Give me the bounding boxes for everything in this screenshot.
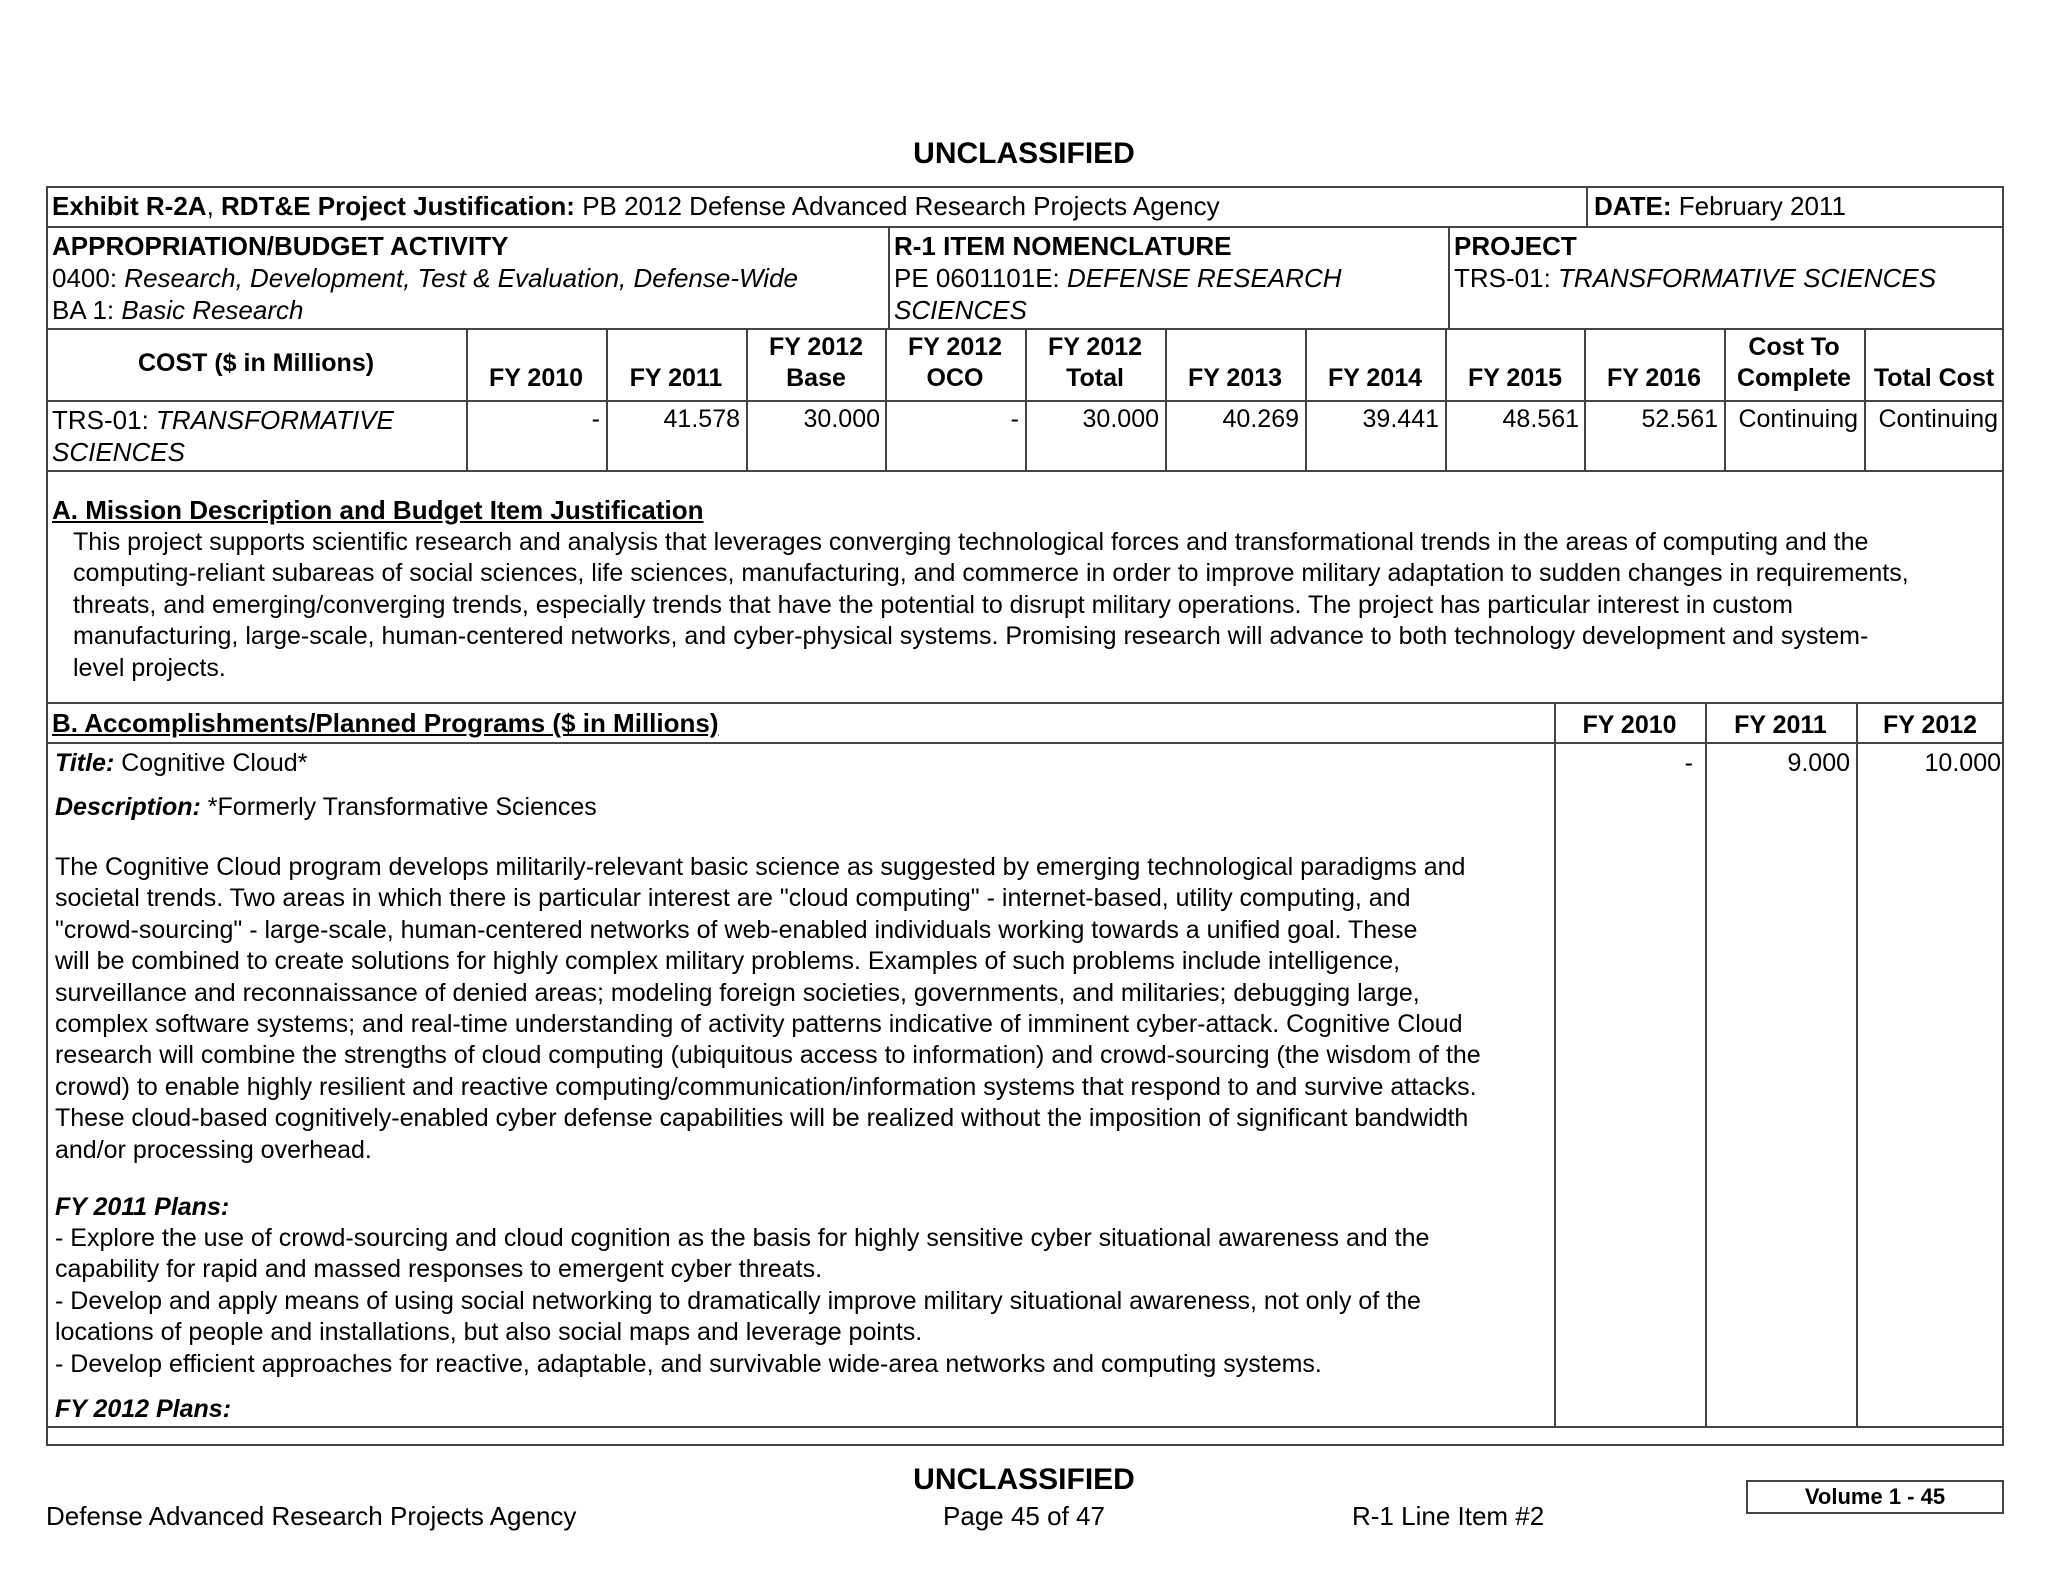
program-description: Description: *Formerly Transformative Sciences	[55, 793, 597, 821]
cost-value-cell: 39.441	[1362, 405, 1439, 433]
b-col-fy2011: FY 2011	[1734, 711, 1827, 739]
b-value-fy2010: -	[1684, 749, 1693, 777]
date-field: DATE: February 2011	[1594, 191, 1846, 221]
cost-col-divider	[606, 328, 608, 470]
classification-bottom: UNCLASSIFIED	[913, 1463, 1135, 1496]
r1-nomenclature-block: R-1 ITEM NOMENCLATURE PE 0601101E: DEFENSE RESEARCH SCIENCES	[894, 231, 1342, 325]
footer-agency: Defense Advanced Research Projects Agency	[46, 1501, 577, 1531]
cost-value-cell: 30.000	[803, 405, 880, 433]
justification-label: RDT&E Project Justification:	[221, 191, 575, 221]
cost-col-divider	[1445, 328, 1447, 470]
cost-col-header-line1: Cost To	[1748, 333, 1840, 361]
cost-row-name: TRS-01: TRANSFORMATIVE SCIENCES	[52, 405, 394, 467]
cost-value-cell: 30.000	[1082, 405, 1159, 433]
text-line: societal trends. Two areas in which there is particular interest are "cloud computing" - internet-based, utility computing, and	[55, 884, 1411, 913]
appropriation-block: APPROPRIATION/BUDGET ACTIVITY 0400: Research, Development, Test & Evaluation, Defense-Wide BA 1: Basic Research	[52, 231, 798, 325]
text-line: crowd) to enable highly resilient and reactive computing/communication/information systems that respond to and survive attacks.	[55, 1072, 1477, 1101]
cost-value-cell: 52.561	[1641, 405, 1718, 433]
exhibit-title: Exhibit R-2A, RDT&E Project Justification: PB 2012 Defense Advanced Research Projects Agency	[52, 191, 1220, 221]
text-line: will be combined to create solutions for highly complex military problems. Examples of such problems include intelligence,	[55, 947, 1401, 976]
text-line: threats, and emerging/converging trends, especially trends that have the potential to disrupt military operations. The project has particular interest in custom	[73, 590, 1793, 619]
b-col-fy2010: FY 2010	[1582, 711, 1677, 739]
text-line: This project supports scientific research and analysis that leverages converging technological forces and transformational trends in the areas of computing and the	[73, 528, 1869, 556]
cost-value-cell: 40.269	[1222, 405, 1299, 433]
cost-col-header-line1: FY 2012	[907, 333, 1003, 361]
text-line: surveillance and reconnaissance of denied areas; modeling foreign societies, governments, and militaries; debugging large,	[55, 978, 1420, 1007]
justification-value: PB 2012 Defense Advanced Research Projects Agency	[574, 191, 1220, 221]
cost-col-divider	[1165, 328, 1167, 470]
project-block: PROJECT TRS-01: TRANSFORMATIVE SCIENCES	[1454, 231, 1937, 293]
cost-col-divider	[1584, 328, 1586, 470]
text-line: complex software systems; and real-time understanding of activity patterns indicative of imminent cyber-attack. Cognitive Cloud	[55, 1010, 1463, 1038]
section-b-heading: B. Accomplishments/Planned Programs ($ in Millions)	[52, 708, 719, 738]
text-line: The Cognitive Cloud program develops militarily-relevant basic science as suggested by emerging technological paradigms and	[55, 853, 1466, 881]
fy2012-plans-label: FY 2012 Plans:	[55, 1395, 232, 1423]
text-line: "crowd-sourcing" - large-scale, human-centered networks of web-enabled individuals working towards a unified goal. These	[55, 915, 1418, 944]
cost-value-cell: 48.561	[1502, 405, 1579, 433]
cost-col-divider	[1305, 328, 1307, 470]
cost-col-header-line2: FY 2014	[1327, 364, 1423, 392]
text-line: research will combine the strengths of cloud computing (ubiquitous access to information) and crowd-sourcing (the wisdom of the	[55, 1041, 1481, 1070]
cost-col-divider	[466, 328, 468, 470]
cost-col-header-line2: FY 2016	[1606, 364, 1702, 392]
cost-value-cell: Continuing	[1878, 405, 1998, 433]
text-line: - Explore the use of crowd-sourcing and cloud cognition as the basis for highly sensitive cyber situational awareness and the	[55, 1224, 1430, 1252]
text-line: - Develop and apply means of using social networking to dramatically improve military situational awareness, not only of the	[55, 1286, 1421, 1315]
text-line: computing-reliant subareas of social sciences, life sciences, manufacturing, and commerce in order to improve military adaptation to sudden changes in requirements,	[73, 559, 1909, 588]
cost-col-header-line2: OCO	[926, 364, 984, 392]
fy2011-plans-label: FY 2011 Plans:	[55, 1193, 230, 1221]
footer-page: Page 45 of 47	[943, 1501, 1105, 1531]
section-a-heading: A. Mission Description and Budget Item Justification	[52, 495, 704, 525]
cost-col-header-line2: FY 2011	[629, 364, 723, 392]
exhibit-label: Exhibit R-2A	[52, 191, 207, 221]
classification-top: UNCLASSIFIED	[913, 137, 1135, 170]
b-col-fy2012: FY 2012	[1882, 711, 1978, 739]
b-value-fy2012: 10.000	[1924, 749, 2001, 777]
footer-line-item: R-1 Line Item #2	[1352, 1501, 1545, 1531]
cost-col-header-line1: FY 2012	[1047, 333, 1143, 361]
program-title: Title: Cognitive Cloud*	[55, 749, 308, 777]
text-line: capability for rapid and massed responses to emergent cyber threats.	[55, 1255, 823, 1284]
b-value-fy2011: 9.000	[1787, 749, 1850, 777]
cost-value-cell: 41.578	[663, 405, 740, 433]
text-line: level projects.	[73, 653, 226, 682]
cost-col-divider	[1864, 328, 1866, 470]
cost-value-cell: Continuing	[1738, 405, 1858, 433]
cost-value-cell: -	[591, 405, 600, 433]
text-line: These cloud-based cognitively-enabled cyber defense capabilities will be realized without the imposition of significant bandwidth	[55, 1104, 1469, 1133]
cost-col-header-line2: FY 2015	[1467, 364, 1563, 392]
text-line: - Develop efficient approaches for reactive, adaptable, and survivable wide-area networks and computing systems.	[55, 1349, 1322, 1378]
cost-col-header-line2: Total	[1066, 364, 1124, 392]
cost-value-cell: -	[1010, 405, 1019, 433]
cost-col-header-line1: FY 2012	[768, 333, 864, 361]
cost-col-header-line2: FY 2010	[488, 364, 584, 392]
volume-badge: Volume 1 - 45	[1746, 1480, 2004, 1514]
text-line: locations of people and installations, but also social maps and leverage points.	[55, 1318, 923, 1347]
text-line: manufacturing, large-scale, human-centered networks, and cyber-physical systems. Promising research will advance to both technology development and system-	[73, 622, 1869, 651]
cost-col-header-line2: Total Cost	[1873, 364, 1995, 392]
text-line: and/or processing overhead.	[55, 1135, 372, 1164]
cost-col-header-line2: FY 2013	[1187, 364, 1283, 392]
cost-col-header-line2: Complete	[1737, 364, 1851, 392]
cost-col-header-line2: Base	[786, 364, 846, 392]
cost-header-label: COST ($ in Millions)	[137, 349, 375, 377]
